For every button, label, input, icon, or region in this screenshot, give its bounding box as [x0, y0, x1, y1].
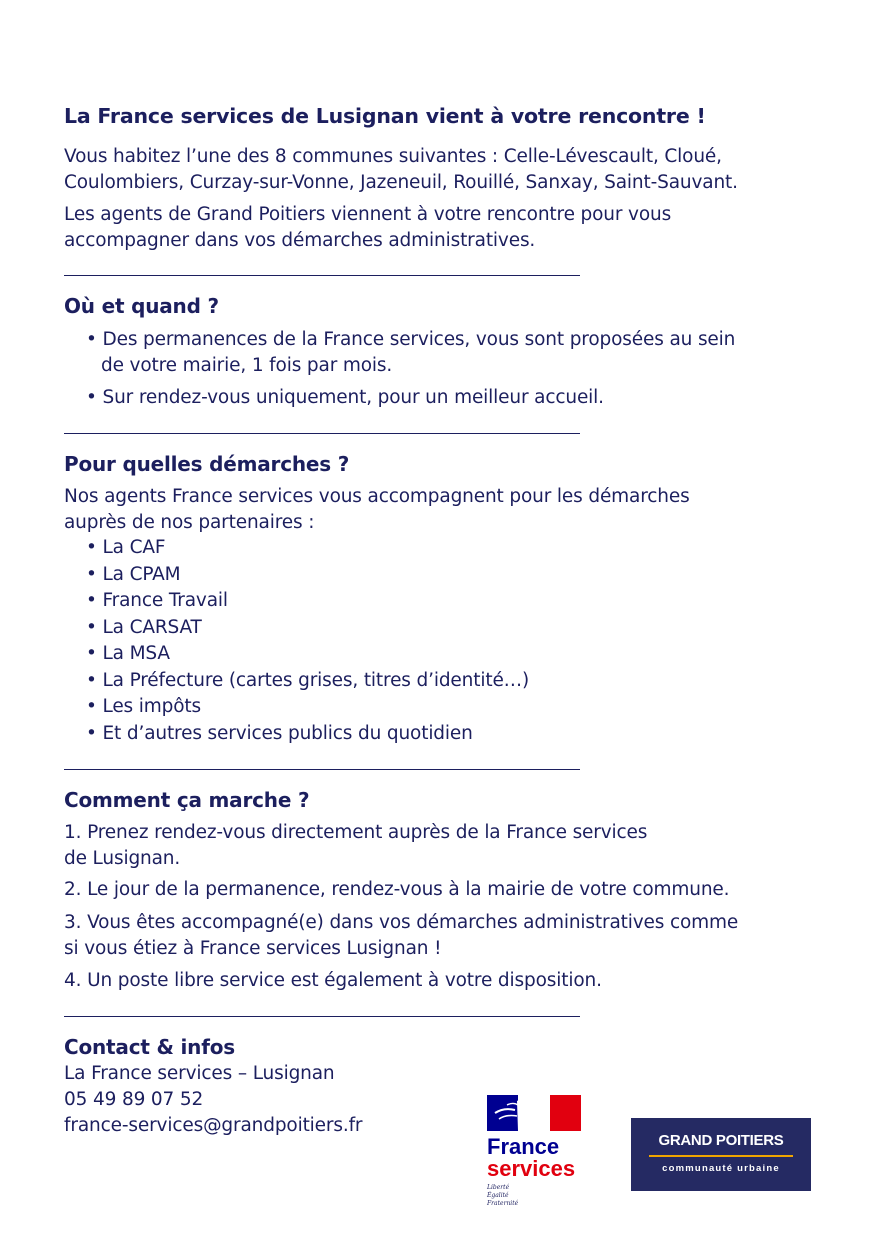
- section-title-demarches: Pour quelles démarches ?: [64, 452, 350, 476]
- section-title-contact: Contact & infos: [64, 1035, 235, 1059]
- step-item: 3. Vous êtes accompagné(e) dans vos démarches administratives comme: [64, 912, 739, 933]
- step-item-continuation: si vous étiez à France services Lusignan !: [64, 938, 442, 959]
- step-item: 4. Un poste libre service est également à votre disposition.: [64, 970, 602, 991]
- list-item: • La CAF: [86, 537, 166, 558]
- intro-paragraph-line: Vous habitez l’une des 8 communes suivantes : Celle-Lévescault, Cloué,: [64, 146, 722, 167]
- list-item: • La CARSAT: [86, 616, 202, 638]
- motto-fraternite: Fraternité: [487, 1200, 519, 1207]
- bullet-item: • Sur rendez-vous uniquement, pour un meilleur accueil.: [86, 387, 604, 408]
- intro-paragraph-line: Les agents de Grand Poitiers viennent à votre rencontre pour vous: [64, 204, 672, 225]
- logo-text-grand-poitiers: GRAND POITIERS: [658, 1132, 784, 1149]
- logo-text-france: France: [487, 1134, 560, 1159]
- demarches-intro-line: auprès de nos partenaires :: [64, 512, 315, 533]
- page-title: La France services de Lusignan vient à votre rencontre !: [64, 104, 706, 128]
- section-title-ou-quand: Où et quand ?: [64, 294, 219, 318]
- list-item: • La Préfecture (cartes grises, titres d’identité…): [86, 669, 530, 691]
- logo-text-communaute: communauté urbaine: [662, 1163, 780, 1174]
- section-divider: [64, 275, 580, 276]
- logo-accent-line: [649, 1155, 793, 1157]
- motto-egalite: Égalité: [487, 1192, 509, 1199]
- logo-motto: [487, 1184, 587, 1208]
- step-item-continuation: de Lusignan.: [64, 848, 181, 869]
- demarches-intro-line: Nos agents France services vous accompagnent pour les démarches: [64, 486, 690, 507]
- list-item: • La MSA: [86, 643, 170, 664]
- logo-text-services: services: [487, 1156, 576, 1181]
- list-item: • La CPAM: [86, 563, 181, 585]
- contact-phone[interactable]: 05 49 89 07 52: [64, 1089, 204, 1110]
- section-divider: [64, 433, 580, 434]
- france-services-logo: [487, 1095, 587, 1215]
- section-divider: [64, 1016, 580, 1017]
- marianne-flag-icon: [487, 1095, 581, 1131]
- list-item: • Les impôts: [86, 696, 201, 717]
- motto-liberte: Liberté: [487, 1184, 510, 1191]
- intro-paragraph-line: accompagner dans vos démarches administratives.: [64, 230, 536, 251]
- contact-email[interactable]: france-services@grandpoitiers.fr: [64, 1115, 363, 1136]
- section-title-comment: Comment ça marche ?: [64, 788, 310, 812]
- intro-paragraph-line: Coulombiers, Curzay-sur-Vonne, Jazeneuil, Rouillé, Sanxay, Saint-Sauvant.: [64, 172, 738, 193]
- list-item: • France Travail: [86, 590, 228, 611]
- bullet-item-continuation: de votre mairie, 1 fois par mois.: [101, 355, 393, 376]
- step-item: 1. Prenez rendez-vous directement auprès de la France services: [64, 822, 648, 843]
- section-divider: [64, 769, 580, 770]
- grand-poitiers-logo: [631, 1118, 811, 1191]
- step-item: 2. Le jour de la permanence, rendez-vous à la mairie de votre commune.: [64, 879, 730, 900]
- contact-name: La France services – Lusignan: [64, 1063, 335, 1084]
- list-item: • Et d’autres services publics du quotidien: [86, 722, 473, 744]
- partner-list: [86, 535, 529, 747]
- bullet-item: • Des permanences de la France services, vous sont proposées au sein: [86, 329, 736, 350]
